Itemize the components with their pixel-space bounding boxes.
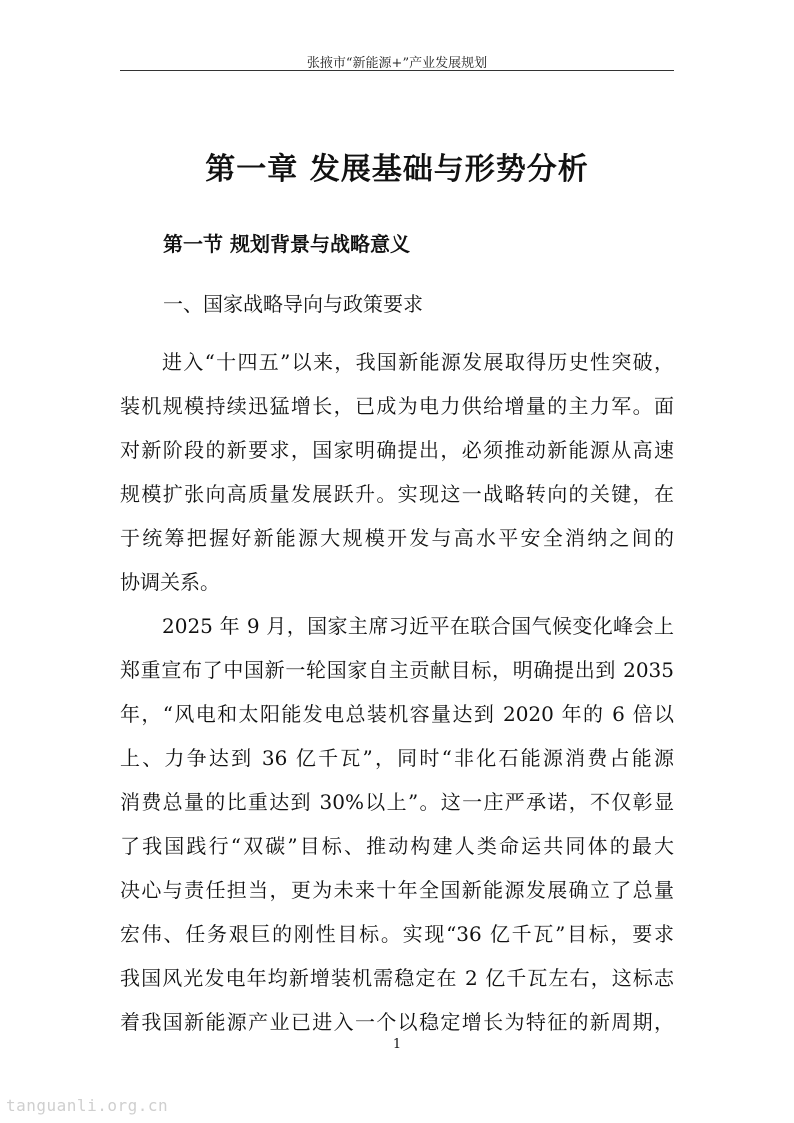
header-divider <box>120 70 674 71</box>
text-line: 2025 年 9 月，国家主席习近平在联合国气候变化峰会上 <box>162 614 674 638</box>
text-line: 上、力争达到 36 亿千瓦”，同时“非化石能源消费占能源 <box>120 746 674 770</box>
text-line: 规模扩张向高质量发展跃升。实现这一战略转向的关键，在 <box>120 482 674 506</box>
text-line: 消费总量的比重达到 30%以上”。这一庄严承诺，不仅彰显 <box>120 790 674 814</box>
text-line: 宏伟、任务艰巨的刚性目标。实现“36 亿千瓦”目标，要求 <box>120 922 674 946</box>
body-text <box>120 340 674 1044</box>
text-line: 决心与责任担当，更为未来十年全国新能源发展确立了总量 <box>120 878 674 902</box>
text-line: 于统筹把握好新能源大规模开发与高水平安全消纳之间的 <box>120 526 674 550</box>
text-line: 了我国践行“双碳”目标、推动构建人类命运共同体的最大 <box>120 834 674 858</box>
text-line: 协调关系。 <box>120 570 220 594</box>
text-line: 装机规模持续迅猛增长，已成为电力供给增量的主力军。面 <box>120 394 674 418</box>
text-line: 对新阶段的新要求，国家明确提出，必须推动新能源从高速 <box>120 438 674 462</box>
text-line: 进入“十四五”以来，我国新能源发展取得历史性突破， <box>162 350 674 374</box>
page-number: 1 <box>392 1037 402 1052</box>
site-watermark: tanguanli.org.cn <box>6 1096 169 1115</box>
section-title: 第一节 规划背景与战略意义 <box>163 232 410 256</box>
paragraph <box>120 604 674 1044</box>
text-line: 我国风光发电年均新增装机需稳定在 2 亿千瓦左右，这标志 <box>120 966 674 990</box>
text-line: 郑重宣布了中国新一轮国家自主贡献目标，明确提出到 2035 <box>120 658 674 682</box>
text-line: 年，“风电和太阳能发电总装机容量达到 2020 年的 6 倍以 <box>120 702 674 726</box>
text-line: 着我国新能源产业已进入一个以稳定增长为特征的新周期， <box>120 1010 674 1034</box>
paragraph <box>120 340 674 604</box>
running-header: 张掖市“新能源+”产业发展规划 <box>306 56 488 71</box>
chapter-title: 第一章 发展基础与形势分析 <box>205 152 589 187</box>
subsection-title: 一、国家战略导向与政策要求 <box>163 292 423 316</box>
